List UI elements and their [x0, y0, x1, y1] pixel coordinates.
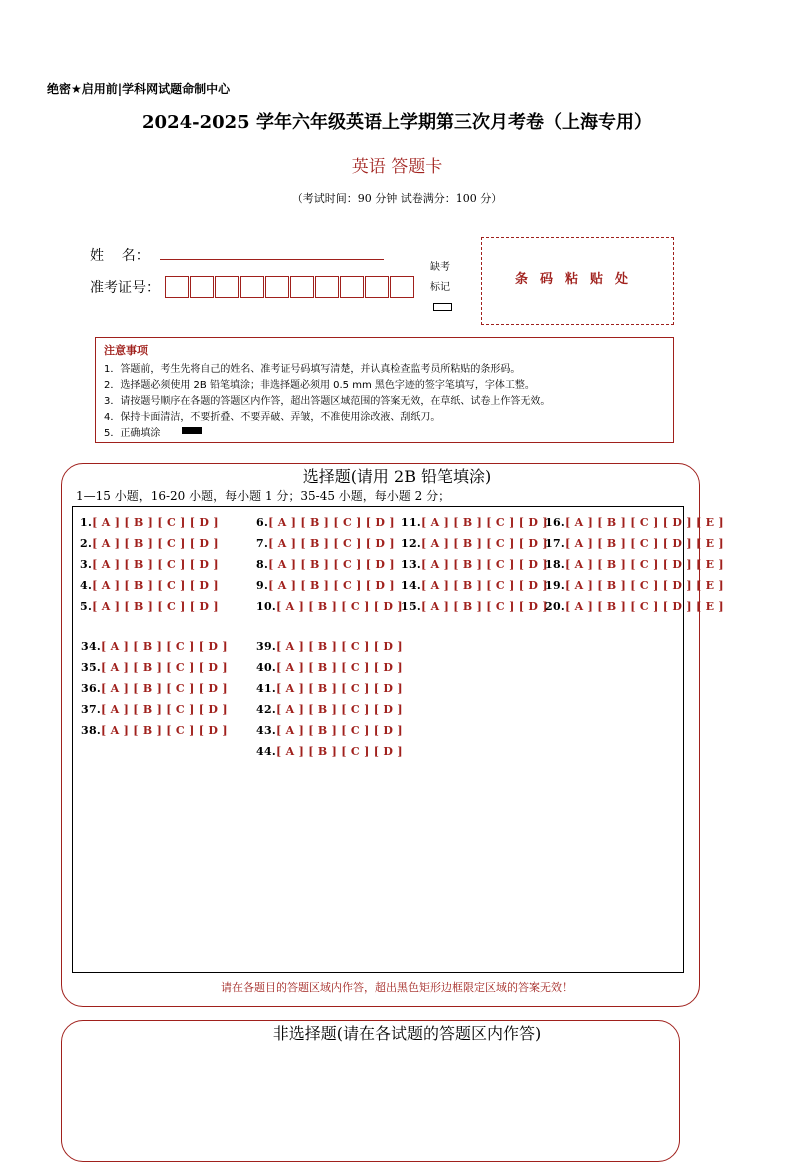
question-row: [81, 640, 228, 653]
question-number: 12.: [401, 537, 422, 550]
question-number: 37.: [81, 703, 102, 716]
correct-fill-sample: [182, 427, 202, 434]
question-row: [545, 558, 724, 571]
question-row: [81, 661, 228, 674]
question-number: 41.: [256, 682, 277, 695]
barcode-label: 条码粘贴处: [514, 272, 640, 287]
question-number: 10.: [256, 600, 277, 613]
question-row: [256, 661, 403, 674]
answer-options[interactable]: [ A ] [ B ] [ C ] [ D ]: [421, 558, 548, 571]
answer-options[interactable]: [ A ] [ B ] [ C ] [ D ] [ E ]: [565, 558, 724, 571]
id-digit-box[interactable]: [290, 276, 314, 298]
question-number: 1.: [80, 516, 93, 529]
answer-options[interactable]: [ A ] [ B ] [ C ] [ D ]: [276, 724, 403, 737]
question-number: 18.: [545, 558, 566, 571]
question-number: 43.: [256, 724, 277, 737]
section-title: 非选择题(请在各试题的答题区内作答): [272, 1024, 542, 1043]
question-number: 39.: [256, 640, 277, 653]
id-digit-box[interactable]: [190, 276, 214, 298]
question-number: 7.: [256, 537, 269, 550]
question-number: 20.: [545, 600, 566, 613]
question-row: [256, 537, 395, 550]
answer-options[interactable]: [ A ] [ B ] [ C ] [ D ]: [101, 724, 228, 737]
answer-options[interactable]: [ A ] [ B ] [ C ] [ D ]: [101, 682, 228, 695]
question-row: [81, 724, 228, 737]
name-field[interactable]: [160, 258, 384, 260]
question-row: [545, 516, 724, 529]
question-number: 8.: [256, 558, 269, 571]
question-row: [256, 640, 403, 653]
answer-area-warning: 请在各题目的答题区域内作答，超出黑色矩形边框限定区域的答案无效！: [221, 981, 573, 994]
answer-options[interactable]: [ A ] [ B ] [ C ] [ D ]: [92, 537, 219, 550]
answer-options[interactable]: [ A ] [ B ] [ C ] [ D ]: [268, 579, 395, 592]
question-row: [256, 745, 403, 758]
question-row: [256, 579, 395, 592]
question-row: [256, 682, 403, 695]
answer-options[interactable]: [ A ] [ B ] [ C ] [ D ]: [92, 579, 219, 592]
question-row: [545, 600, 724, 613]
id-digit-box[interactable]: [265, 276, 289, 298]
question-row: [80, 579, 219, 592]
answer-options[interactable]: [ A ] [ B ] [ C ] [ D ]: [276, 682, 403, 695]
question-number: 11.: [401, 516, 422, 529]
question-row: [256, 724, 403, 737]
question-number: 44.: [256, 745, 277, 758]
answer-options[interactable]: [ A ] [ B ] [ C ] [ D ]: [92, 558, 219, 571]
answer-options[interactable]: [ A ] [ B ] [ C ] [ D ]: [276, 600, 403, 613]
confidential-label: 绝密★启用前|学科网试题命制中心: [47, 82, 231, 96]
question-row: [256, 558, 395, 571]
id-digit-box[interactable]: [340, 276, 364, 298]
question-row: [256, 600, 403, 613]
question-number: 35.: [81, 661, 102, 674]
question-number: 9.: [256, 579, 269, 592]
id-digit-box[interactable]: [215, 276, 239, 298]
answer-options[interactable]: [ A ] [ B ] [ C ] [ D ]: [421, 516, 548, 529]
question-number: 15.: [401, 600, 422, 613]
notice-item: 2．选择题必须使用 2B 铅笔填涂；非选择题必须用 0.5 mm 黑色字迹的签字笔填写，字体工整。: [104, 380, 535, 391]
answer-options[interactable]: [ A ] [ B ] [ C ] [ D ]: [268, 558, 395, 571]
question-row: [80, 516, 219, 529]
question-number: 16.: [545, 516, 566, 529]
id-digit-box[interactable]: [390, 276, 414, 298]
question-row: [256, 516, 395, 529]
notice-item: 3．请按题号顺序在各题的答题区内作答，超出答题区域范围的答案无效，在草纸、试卷上作答无效。: [104, 396, 551, 407]
question-number: 4.: [80, 579, 93, 592]
question-number: 36.: [81, 682, 102, 695]
question-number: 2.: [80, 537, 93, 550]
answer-options[interactable]: [ A ] [ B ] [ C ] [ D ]: [268, 516, 395, 529]
exam-id-boxes[interactable]: [165, 276, 415, 298]
answer-options[interactable]: [ A ] [ B ] [ C ] [ D ]: [101, 703, 228, 716]
answer-options[interactable]: [ A ] [ B ] [ C ] [ D ]: [421, 600, 548, 613]
question-number: 6.: [256, 516, 269, 529]
absent-label-line2: 标记: [430, 282, 450, 293]
answer-options[interactable]: [ A ] [ B ] [ C ] [ D ] [ E ]: [565, 600, 724, 613]
question-row: [80, 537, 219, 550]
question-row: [401, 579, 548, 592]
answer-options[interactable]: [ A ] [ B ] [ C ] [ D ]: [101, 661, 228, 674]
answer-options[interactable]: [ A ] [ B ] [ C ] [ D ] [ E ]: [565, 579, 724, 592]
question-number: 40.: [256, 661, 277, 674]
answer-options[interactable]: [ A ] [ B ] [ C ] [ D ]: [268, 537, 395, 550]
absent-mark-box[interactable]: [433, 303, 452, 311]
question-row: [256, 703, 403, 716]
notice-title: 注意事项: [104, 344, 148, 357]
question-row: [81, 703, 228, 716]
question-row: [81, 682, 228, 695]
section-title: 选择题(请用 2B 铅笔填涂): [302, 467, 492, 486]
answer-options[interactable]: [ A ] [ B ] [ C ] [ D ]: [92, 516, 219, 529]
answer-area: [72, 506, 684, 973]
id-digit-box[interactable]: [240, 276, 264, 298]
page-title: 2024-2025 学年六年级英语上学期第三次月考卷（上海专用）: [142, 112, 652, 133]
question-number: 5.: [80, 600, 93, 613]
id-digit-box[interactable]: [315, 276, 339, 298]
notice-item: 4．保持卡面清洁，不要折叠、不要弄破、弄皱，不准使用涂改液、刮纸刀。: [104, 412, 441, 423]
absent-mark-label: [430, 258, 450, 298]
answer-options[interactable]: [ A ] [ B ] [ C ] [ D ] [ E ]: [565, 516, 724, 529]
absent-label-line1: 缺考: [430, 262, 450, 273]
answer-options[interactable]: [ A ] [ B ] [ C ] [ D ]: [101, 640, 228, 653]
answer-options[interactable]: [ A ] [ B ] [ C ] [ D ]: [276, 745, 403, 758]
question-number: 3.: [80, 558, 93, 571]
question-number: 34.: [81, 640, 102, 653]
notice-item: 5．正确填涂: [104, 428, 161, 439]
name-label: 姓 名：: [90, 248, 150, 264]
id-digit-box[interactable]: [165, 276, 189, 298]
question-number: 14.: [401, 579, 422, 592]
question-row: [401, 516, 548, 529]
question-row: [80, 558, 219, 571]
exam-info: （考试时间：90 分钟 试卷满分：100 分）: [291, 192, 503, 205]
question-number: 42.: [256, 703, 277, 716]
question-number: 19.: [545, 579, 566, 592]
question-row: [401, 537, 548, 550]
section-description: 1—15 小题，16-20 小题，每小题 1 分；35-45 小题，每小题 2 分；: [76, 489, 451, 503]
question-row: [545, 579, 724, 592]
answer-options[interactable]: [ A ] [ B ] [ C ] [ D ] [ E ]: [565, 537, 724, 550]
question-number: 38.: [81, 724, 102, 737]
answer-options[interactable]: [ A ] [ B ] [ C ] [ D ]: [421, 579, 548, 592]
question-row: [401, 600, 548, 613]
question-number: 13.: [401, 558, 422, 571]
id-digit-box[interactable]: [365, 276, 389, 298]
answer-options[interactable]: [ A ] [ B ] [ C ] [ D ]: [421, 537, 548, 550]
notice-item: 1．答题前，考生先将自己的姓名、准考证号码填写清楚，并认真检查监考员所粘贴的条形码。: [104, 364, 521, 375]
answer-options[interactable]: [ A ] [ B ] [ C ] [ D ]: [92, 600, 219, 613]
answer-options[interactable]: [ A ] [ B ] [ C ] [ D ]: [276, 661, 403, 674]
answer-options[interactable]: [ A ] [ B ] [ C ] [ D ]: [276, 703, 403, 716]
question-row: [80, 600, 219, 613]
question-row: [401, 558, 548, 571]
question-number: 17.: [545, 537, 566, 550]
exam-id-label: 准考证号：: [90, 280, 160, 296]
answer-options[interactable]: [ A ] [ B ] [ C ] [ D ]: [276, 640, 403, 653]
question-row: [545, 537, 724, 550]
answer-sheet-subtitle: 英语 答题卡: [351, 157, 443, 177]
